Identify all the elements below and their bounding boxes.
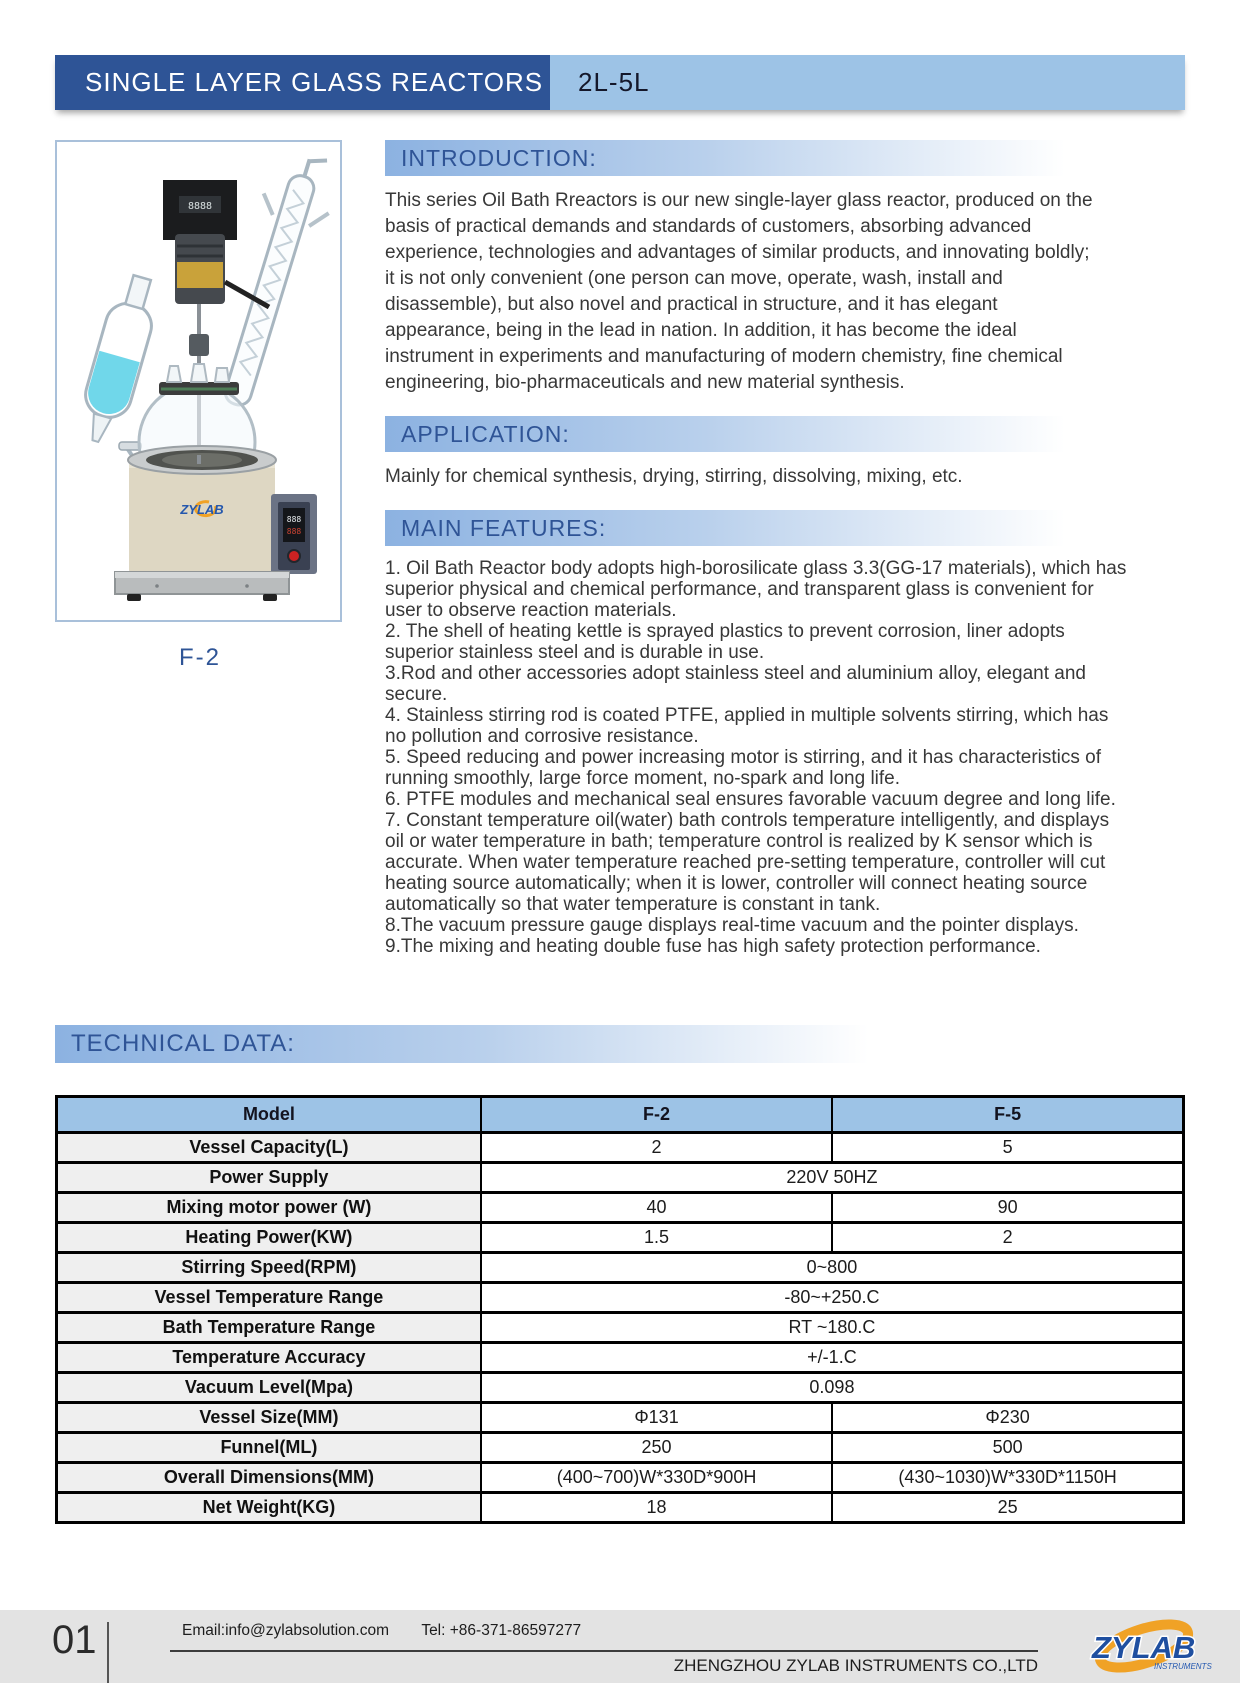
spec-value-shared: RT ~180.C (481, 1313, 1184, 1343)
spec-value-f2: 40 (481, 1193, 832, 1223)
technical-data-heading: TECHNICAL DATA: (55, 1025, 1185, 1063)
spec-row (57, 1313, 1184, 1343)
logo-wordmark: ZYLAB (1092, 1630, 1196, 1665)
spec-label: Temperature Accuracy (57, 1343, 481, 1373)
feature-item: 9.The mixing and heating double fuse has high safety protection performance. (385, 936, 1041, 957)
kettle-brand-label: ZYLAB (180, 502, 224, 517)
spec-value-f5: (430~1030)W*330D*1150H (832, 1463, 1183, 1493)
header-subtitle-box (550, 55, 1185, 110)
spec-value-shared: 220V 50HZ (481, 1163, 1184, 1193)
feature-item: 5. Speed reducing and power increasing motor is stirring, and it has characteristics of running smoothly, large force moment, no-spark and long life. (385, 747, 1102, 789)
introduction-paragraph: This series Oil Bath Rreactors is our new single-layer glass reactor, produced on the basis of practical demands and standards of customers, absorbing advanced experience, technologies and advantages of similar products, and innovating boldly; it is not only convenient (one person can move, operate, wash, install and disassemble), but also novel and practical in structure, and it has elegant appearance, being in the lead in nation. In addition, it has become the ideal instrument in experiments and manufacturing of modern chemistry, fine chemical engineering, bio-pharmaceuticals and new material synthesis. (385, 190, 1093, 393)
footer-email: Email:info@zylabsolution.com (182, 1622, 389, 1639)
spec-value-f2: 1.5 (481, 1223, 832, 1253)
company-logo (1072, 1616, 1222, 1683)
spec-row (57, 1343, 1184, 1373)
spec-label: Net Weight(KG) (57, 1493, 481, 1523)
content-area (55, 140, 1185, 957)
spec-value-f2: 250 (481, 1433, 832, 1463)
spec-row (57, 1433, 1184, 1463)
spec-row (57, 1373, 1184, 1403)
footer-phone: Tel: +86-371-86597277 (421, 1622, 582, 1639)
introduction-heading: INTRODUCTION: (385, 140, 1185, 176)
feature-item: 6. PTFE modules and mechanical seal ensures favorable vacuum degree and long life. (385, 789, 1116, 810)
feature-item: 2. The shell of heating kettle is sprayed plastics to prevent corrosion, liner adopts superior stainless steel and is durable in use. (385, 621, 1065, 663)
spec-label: Vacuum Level(Mpa) (57, 1373, 481, 1403)
spec-value-shared: -80~+250.C (481, 1283, 1184, 1313)
spec-label: Heating Power(KW) (57, 1223, 481, 1253)
spec-col-f2: F-2 (481, 1097, 832, 1133)
svg-text:888: 888 (286, 527, 302, 536)
text-column (345, 140, 1185, 957)
features-list (385, 558, 1130, 957)
spec-label: Vessel Capacity(L) (57, 1133, 481, 1163)
spec-row (57, 1283, 1184, 1313)
header-title-box (55, 55, 550, 110)
spec-row (57, 1193, 1184, 1223)
spec-value-f2: Φ131 (481, 1403, 832, 1433)
spec-label: Overall Dimensions(MM) (57, 1463, 481, 1493)
spec-col-f5: F-5 (832, 1097, 1183, 1133)
spec-value-f5: 25 (832, 1493, 1183, 1523)
footer (0, 1610, 1240, 1683)
spec-label: Vessel Temperature Range (57, 1283, 481, 1313)
reactor-illustration (57, 142, 340, 620)
feature-item: 1. Oil Bath Reactor body adopts high-borosilicate glass 3.3(GG-17 materials), which has superior physical and chemical performance, and transparent glass is convenient for user to observe reaction materials. (385, 558, 1127, 621)
footer-company-name: ZHENGZHOU ZYLAB INSTRUMENTS CO.,LTD (673, 1656, 1038, 1675)
spec-label: Bath Temperature Range (57, 1313, 481, 1343)
spec-table (55, 1095, 1185, 1524)
header-bar (55, 55, 1185, 110)
spec-value-shared: 0~800 (481, 1253, 1184, 1283)
product-column (55, 140, 345, 957)
spec-col-model: Model (57, 1097, 481, 1133)
spec-row (57, 1493, 1184, 1523)
spec-value-shared: 0.098 (481, 1373, 1184, 1403)
logo-tagline: INSTRUMENTS (1154, 1662, 1212, 1671)
spec-value-f2: 18 (481, 1493, 832, 1523)
spec-label: Stirring Speed(RPM) (57, 1253, 481, 1283)
spec-row (57, 1163, 1184, 1193)
svg-text:8888: 8888 (187, 201, 213, 212)
spec-value-f2: (400~700)W*330D*900H (481, 1463, 832, 1493)
feature-item: 4. Stainless stirring rod is coated PTFE, applied in multiple solvents stirring, which has no pollution and corrosive resistance. (385, 705, 1109, 747)
spec-label: Mixing motor power (W) (57, 1193, 481, 1223)
spec-row (57, 1223, 1184, 1253)
spec-value-f5: 2 (832, 1223, 1183, 1253)
spec-row (57, 1253, 1184, 1283)
spec-value-f5: 5 (832, 1133, 1183, 1163)
application-heading: APPLICATION: (385, 416, 1185, 452)
spec-row (57, 1133, 1184, 1163)
spec-row (57, 1403, 1184, 1433)
feature-item: 3.Rod and other accessories adopt stainless steel and aluminium alloy, elegant and secure. (385, 663, 1086, 705)
spec-value-f2: 2 (481, 1133, 832, 1163)
spec-row (57, 1463, 1184, 1493)
model-badge: F-2 (179, 644, 221, 671)
spec-header-row (57, 1097, 1184, 1133)
page-number: 01 (52, 1618, 97, 1662)
spec-label: Vessel Size(MM) (57, 1403, 481, 1433)
product-photo (55, 140, 342, 622)
main-features-heading: MAIN FEATURES: (385, 510, 1185, 546)
footer-rule (170, 1650, 1038, 1652)
application-paragraph: Mainly for chemical synthesis, drying, stirring, dissolving, mixing, etc. (385, 466, 963, 487)
spec-label: Funnel(ML) (57, 1433, 481, 1463)
spec-label: Power Supply (57, 1163, 481, 1193)
feature-item: 7. Constant temperature oil(water) bath controls temperature intelligently, and displays oil or water temperature in bath; temperature control is realized by K sensor which is accurate. When water temperature reached pre-setting temperature, controller will cut heating source automatically; when it is lower, controller will connect heating source automatically so that water temperature is constant in tank. (385, 810, 1110, 915)
capacity-range-label: 2L-5L (578, 67, 650, 97)
spec-value-f5: Φ230 (832, 1403, 1183, 1433)
feature-item: 8.The vacuum pressure gauge displays real-time vacuum and the pointer displays. (385, 915, 1079, 936)
footer-contact (182, 1622, 581, 1640)
spec-value-shared: +/-1.C (481, 1343, 1184, 1373)
spec-value-f5: 500 (832, 1433, 1183, 1463)
footer-divider (107, 1622, 109, 1683)
svg-text:888: 888 (286, 515, 302, 524)
page-title: SINGLE LAYER GLASS REACTORS (85, 67, 544, 97)
spec-value-f5: 90 (832, 1193, 1183, 1223)
